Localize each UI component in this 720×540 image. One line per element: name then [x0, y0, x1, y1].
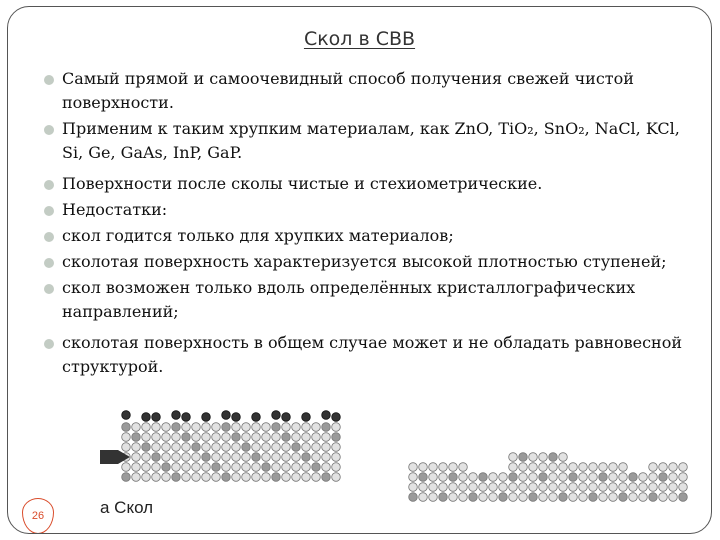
lattice-atom [559, 453, 568, 462]
lattice-atom [519, 463, 528, 472]
lattice-atom [332, 453, 341, 462]
lattice-atom [649, 463, 658, 472]
slide-title: Скол в СВВ [303, 28, 416, 50]
lattice-atom [459, 483, 468, 492]
lattice-atom [162, 453, 171, 462]
lattice-atom [192, 463, 201, 472]
lattice-atom [449, 463, 458, 472]
lattice-atom [559, 463, 568, 472]
lattice-atom [569, 493, 578, 502]
lattice-atom [519, 493, 528, 502]
lattice-atom [322, 473, 331, 482]
lattice-atom [619, 483, 628, 492]
lattice-atom [282, 453, 291, 462]
lattice-atom [292, 423, 301, 432]
lattice-atom [172, 453, 181, 462]
surface-atom [182, 413, 191, 422]
lattice-atom [302, 433, 311, 442]
lattice-atom [609, 473, 618, 482]
lattice-atom [142, 453, 151, 462]
lattice-atom [459, 463, 468, 472]
lattice-atom [322, 423, 331, 432]
lattice-atom [302, 463, 311, 472]
lattice-atom [332, 443, 341, 452]
lattice-atom [302, 443, 311, 452]
lattice-atom [629, 493, 638, 502]
lattice-atom [202, 423, 211, 432]
lattice-atom [489, 473, 498, 482]
lattice-atom [589, 473, 598, 482]
bullet-dot-icon [44, 258, 54, 268]
lattice-atom [429, 463, 438, 472]
lattice-atom [132, 463, 141, 472]
cleaving-wedge-icon [100, 450, 130, 464]
lattice-atom [312, 443, 321, 452]
cleavage-illustration [88, 405, 698, 525]
lattice-atom [192, 473, 201, 482]
lattice-atom [212, 453, 221, 462]
lattice-atom [549, 493, 558, 502]
lattice-atom [409, 473, 418, 482]
lattice-atom [529, 473, 538, 482]
lattice-atom [262, 453, 271, 462]
page-number: 26 [22, 498, 54, 534]
lattice-atom [202, 443, 211, 452]
lattice-atom [529, 483, 538, 492]
lattice-atom [162, 463, 171, 472]
lattice-atom [519, 483, 528, 492]
lattice-atom [142, 433, 151, 442]
lattice-atom [192, 443, 201, 452]
lattice-atom [669, 483, 678, 492]
bullet-dot-icon [44, 180, 54, 190]
lattice-atom [539, 473, 548, 482]
lattice-atom [262, 473, 271, 482]
lattice-atom [322, 433, 331, 442]
lattice-atom [449, 483, 458, 492]
lattice-atom [272, 443, 281, 452]
lattice-atom [222, 433, 231, 442]
lattice-atom [122, 443, 131, 452]
lattice-atom [509, 473, 518, 482]
lattice-atom [499, 493, 508, 502]
lattice-atom [499, 483, 508, 492]
lattice-atom [242, 473, 251, 482]
lattice-atom [162, 473, 171, 482]
lattice-atom [619, 493, 628, 502]
lattice-atom [639, 483, 648, 492]
lattice-atom [312, 433, 321, 442]
lattice-atom [649, 493, 658, 502]
lattice-atom [182, 473, 191, 482]
lattice-atom [212, 423, 221, 432]
surface-atom [302, 413, 311, 422]
lattice-atom [409, 483, 418, 492]
bullet-item [44, 250, 699, 274]
lattice-atom [262, 443, 271, 452]
lattice-atom [469, 473, 478, 482]
surface-atom [152, 413, 161, 422]
lattice-atom [529, 453, 538, 462]
lattice-atom [282, 423, 291, 432]
lattice-atom [182, 453, 191, 462]
lattice-atom [312, 453, 321, 462]
lattice-atom [419, 473, 428, 482]
lattice-atom [152, 433, 161, 442]
lattice-atom [222, 463, 231, 472]
lattice-atom [509, 493, 518, 502]
lattice-atom [659, 483, 668, 492]
lattice-atom [332, 463, 341, 472]
lattice-atom [569, 473, 578, 482]
lattice-atom [679, 483, 688, 492]
lattice-atom [629, 473, 638, 482]
bullet-text: скол возможен только вдоль определённых кристаллографических направлений; [62, 278, 636, 321]
lattice-atom [122, 463, 131, 472]
lattice-atom [509, 463, 518, 472]
lattice-atom [172, 443, 181, 452]
lattice-atom [439, 473, 448, 482]
bullet-item [44, 172, 699, 196]
lattice-atom [252, 463, 261, 472]
lattice-atom [182, 463, 191, 472]
bullet-text: сколотая поверхность характеризуется высокой плотностью ступеней; [62, 252, 667, 271]
lattice-atom [539, 483, 548, 492]
lattice-atom [232, 453, 241, 462]
lattice-atom [419, 463, 428, 472]
bullet-dot-icon [44, 284, 54, 294]
lattice-atom [589, 483, 598, 492]
lattice-atom [172, 433, 181, 442]
lattice-atom [192, 433, 201, 442]
lattice-atom [142, 443, 151, 452]
bullet-text: скол годится только для хрупких материалов; [62, 226, 454, 245]
lattice-atom [202, 453, 211, 462]
lattice-atom [599, 493, 608, 502]
lattice-atom [469, 493, 478, 502]
lattice-atom [312, 423, 321, 432]
lattice-atom [202, 473, 211, 482]
surface-atom [282, 413, 291, 422]
lattice-atom [549, 483, 558, 492]
lattice-atom [629, 483, 638, 492]
lattice-atom [459, 493, 468, 502]
lattice-atom [222, 443, 231, 452]
lattice-atom [142, 423, 151, 432]
bullet-dot-icon [44, 206, 54, 216]
lattice-atom [182, 433, 191, 442]
surface-atom [272, 411, 281, 420]
lattice-atom [232, 473, 241, 482]
lattice-atom [232, 463, 241, 472]
lattice-atom [132, 443, 141, 452]
lattice-atom [252, 423, 261, 432]
bullet-dot-icon [44, 339, 54, 349]
lattice-atom [609, 463, 618, 472]
lattice-atom [579, 493, 588, 502]
lattice-atom [212, 463, 221, 472]
lattice-atom [429, 473, 438, 482]
lattice-atom [409, 493, 418, 502]
lattice-atom [409, 463, 418, 472]
lattice-atom [252, 443, 261, 452]
lattice-atom [232, 433, 241, 442]
lattice-atom [669, 473, 678, 482]
lattice-atom [639, 493, 648, 502]
lattice-atom [679, 463, 688, 472]
lattice-atom [242, 453, 251, 462]
lattice-atom [212, 433, 221, 442]
lattice-atom [539, 493, 548, 502]
lattice-atom [559, 493, 568, 502]
lattice-atom [172, 463, 181, 472]
lattice-atom [579, 483, 588, 492]
lattice-atom [262, 433, 271, 442]
lattice-atom [619, 473, 628, 482]
lattice-atom [599, 473, 608, 482]
lattice-atom [589, 493, 598, 502]
lattice-atom [649, 483, 658, 492]
lattice-atom [332, 423, 341, 432]
lattice-atom [489, 483, 498, 492]
lattice-atom [162, 443, 171, 452]
lattice-atom [252, 433, 261, 442]
lattice-atom [509, 483, 518, 492]
surface-atom [202, 413, 211, 422]
lattice-atom [152, 423, 161, 432]
lattice-atom [232, 443, 241, 452]
lattice-atom [252, 453, 261, 462]
lattice-atom [569, 483, 578, 492]
lattice-atom [439, 463, 448, 472]
lattice-atom [162, 433, 171, 442]
bullet-text: Самый прямой и самоочевидный способ получения свежей чистой поверхности. [62, 69, 634, 112]
lattice-atom [242, 433, 251, 442]
lattice-atom [272, 433, 281, 442]
lattice-atom [439, 483, 448, 492]
lattice-atom [262, 423, 271, 432]
lattice-atom [679, 473, 688, 482]
lattice-atom [659, 473, 668, 482]
surface-atom [222, 411, 231, 420]
lattice-atom [609, 493, 618, 502]
surface-atom [122, 411, 131, 420]
lattice-atom [132, 423, 141, 432]
lattice-atom [132, 473, 141, 482]
lattice-atom [242, 463, 251, 472]
lattice-atom [292, 433, 301, 442]
lattice-atom [519, 473, 528, 482]
lattice-atom [509, 453, 518, 462]
bullet-item [44, 117, 699, 165]
bullet-text: сколотая поверхность в общем случае может и не обладать равновесной структурой. [62, 333, 683, 376]
lattice-atom [459, 473, 468, 482]
lattice-atom [202, 463, 211, 472]
lattice-atom [152, 473, 161, 482]
lattice-atom [222, 423, 231, 432]
lattice-atom [639, 473, 648, 482]
lattice-atom [172, 473, 181, 482]
bullet-text: Поверхности после сколы чистые и стехиометрические. [62, 174, 543, 193]
lattice-atom [292, 463, 301, 472]
bullet-text: Применим к таким хрупким материалам, как ZnO, TiO₂, SnO₂, NaCl, KCl, Si, Ge, GaAs, InP, GaP. [62, 119, 680, 162]
lattice-atom [439, 493, 448, 502]
lattice-atom [252, 473, 261, 482]
lattice-atom [132, 453, 141, 462]
bullet-text: Недостатки: [62, 200, 168, 219]
lattice-atom [619, 463, 628, 472]
lattice-atom [449, 473, 458, 482]
lattice-atom [272, 423, 281, 432]
lattice-atom [649, 473, 658, 482]
lattice-atom [122, 423, 131, 432]
lattice-atom [272, 453, 281, 462]
lattice-atom [262, 463, 271, 472]
lattice-atom [292, 453, 301, 462]
lattice-atom [679, 493, 688, 502]
lattice-atom [292, 443, 301, 452]
lattice-atom [142, 473, 151, 482]
lattice-atom [479, 493, 488, 502]
lattice-atom [182, 423, 191, 432]
lattice-atom [272, 463, 281, 472]
lattice-atom [152, 463, 161, 472]
lattice-atom [192, 453, 201, 462]
bullet-item [44, 198, 699, 222]
lattice-atom [659, 493, 668, 502]
lattice-atom [312, 463, 321, 472]
lattice-atom [609, 483, 618, 492]
lattice-atom [529, 463, 538, 472]
surface-atom [232, 413, 241, 422]
lattice-atom [302, 453, 311, 462]
lattice-atom [302, 473, 311, 482]
lattice-atom [332, 473, 341, 482]
lattice-atom [152, 443, 161, 452]
lattice-atom [312, 473, 321, 482]
lattice-atom [212, 473, 221, 482]
lattice-atom [419, 493, 428, 502]
lattice-atom [222, 473, 231, 482]
lattice-atom [332, 433, 341, 442]
figure-caption: а Скол [100, 498, 154, 517]
lattice-atom [549, 453, 558, 462]
lattice-atom [212, 443, 221, 452]
lattice-atom [529, 493, 538, 502]
lattice-atom [242, 443, 251, 452]
bullet-dot-icon [44, 232, 54, 242]
lattice-atom [292, 473, 301, 482]
lattice-atom [479, 483, 488, 492]
lattice-atom [282, 463, 291, 472]
lattice-atom [569, 463, 578, 472]
bullet-item [44, 276, 699, 324]
lattice-atom [222, 453, 231, 462]
lattice-atom [192, 423, 201, 432]
lattice-atom [182, 443, 191, 452]
lattice-atom [599, 463, 608, 472]
lattice-atom [232, 423, 241, 432]
bullet-dot-icon [44, 125, 54, 135]
lattice-atom [142, 463, 151, 472]
lattice-atom [282, 473, 291, 482]
surface-atom [332, 413, 341, 422]
lattice-atom [242, 423, 251, 432]
surface-atom [322, 411, 331, 420]
lattice-atom [519, 453, 528, 462]
slide [7, 6, 712, 534]
lattice-atom [559, 483, 568, 492]
surface-atom [252, 413, 261, 422]
lattice-atom [419, 483, 428, 492]
lattice-atom [559, 473, 568, 482]
lattice-atom [322, 453, 331, 462]
lattice-atom [302, 423, 311, 432]
lattice-atom [162, 423, 171, 432]
lattice-atom [429, 493, 438, 502]
lattice-atom [589, 463, 598, 472]
bullet-dot-icon [44, 75, 54, 85]
lattice-atom [489, 493, 498, 502]
lattice-atom [132, 433, 141, 442]
bullet-item [44, 67, 699, 115]
surface-atom [142, 413, 151, 422]
lattice-atom [272, 473, 281, 482]
lattice-atom [469, 483, 478, 492]
lattice-atom [202, 433, 211, 442]
lattice-atom [322, 463, 331, 472]
lattice-atom [659, 463, 668, 472]
lattice-atom [152, 453, 161, 462]
lattice-atom [282, 443, 291, 452]
lattice-atom [282, 433, 291, 442]
lattice-atom [549, 463, 558, 472]
lattice-atom [479, 473, 488, 482]
bullet-item [44, 224, 699, 248]
lattice-atom [549, 473, 558, 482]
lattice-atom [122, 473, 131, 482]
lattice-atom [669, 463, 678, 472]
lattice-atom [539, 453, 548, 462]
bullet-list [44, 67, 699, 381]
lattice-atom [449, 493, 458, 502]
lattice-atom [599, 483, 608, 492]
surface-atom [172, 411, 181, 420]
lattice-atom [172, 423, 181, 432]
lattice-atom [579, 463, 588, 472]
lattice-atom [322, 443, 331, 452]
lattice-atom [669, 493, 678, 502]
lattice-atom [122, 433, 131, 442]
lattice-atom [429, 483, 438, 492]
bullet-item [44, 331, 699, 379]
lattice-atom [539, 463, 548, 472]
lattice-atom [499, 473, 508, 482]
lattice-atom [579, 473, 588, 482]
